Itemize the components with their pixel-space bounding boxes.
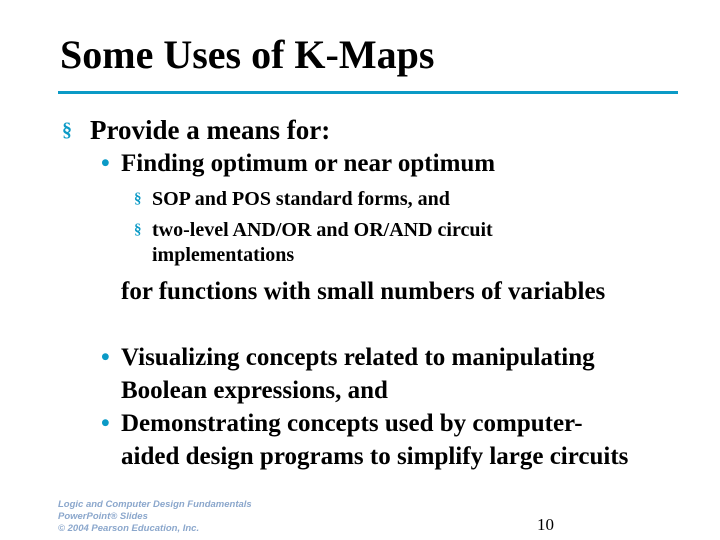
title-underline [58, 91, 678, 94]
slide-title: Some Uses of K-Maps [60, 32, 435, 77]
level1-text: Provide a means for: [90, 115, 331, 145]
visualizing-text: Visualizing concepts related to manipulating Boolean expressions, and [121, 344, 595, 404]
footer-credit [58, 499, 252, 535]
footer-line: Logic and Computer Design Fundamentals [58, 499, 252, 510]
bullet-dot-icon: • [101, 410, 110, 437]
sub-bullet-icon: § [134, 191, 142, 207]
section-bullet-icon: § [62, 119, 72, 141]
sub-item-text: two-level AND/OR and OR/AND circuit implementations [152, 219, 493, 266]
bullet-dot-icon: • [101, 150, 110, 177]
sub-item-text: SOP and POS standard forms, and [152, 188, 450, 210]
continuation-text: for functions with small numbers of variables [121, 278, 606, 305]
demonstrating-text: Demonstrating concepts used by computer-aided design programs to simplify large circuits [121, 410, 629, 470]
bullet-level1 [62, 113, 330, 147]
page-number: 10 [537, 515, 554, 534]
sub-bullet-icon: § [134, 222, 142, 238]
footer-line: PowerPoint® Slides [58, 511, 148, 522]
bullet-dot-icon: • [101, 344, 110, 371]
footer-line: © 2004 Pearson Education, Inc. [58, 523, 200, 534]
finding-text: Finding optimum or near optimum [121, 150, 496, 177]
